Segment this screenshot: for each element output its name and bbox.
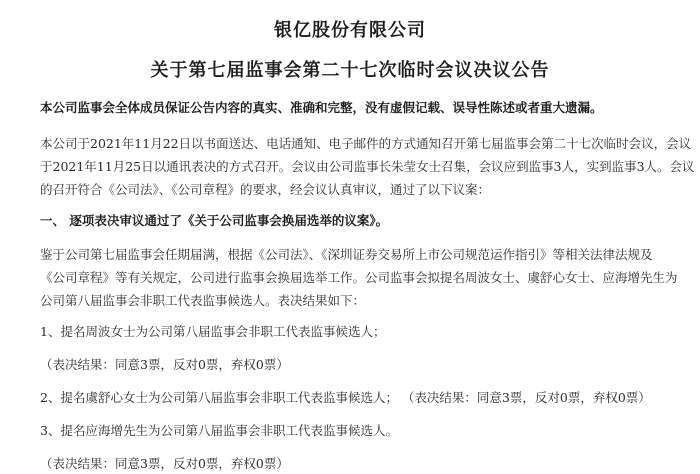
nominee-item-3: 3、提名应海增先生为公司第八届监事会非职工代表监事候选人。 [40, 423, 398, 438]
nominee-item-2: 2、提名虞舒心女士为公司第八届监事会非职工代表监事候选人； （表决结果：同意3票，反对0票，弃权0票） [40, 390, 651, 405]
board-statement: 本公司监事会全体成员保证公告内容的真实、准确和完整，没有虚假记载、误导性陈述或者重大遗漏。 [40, 100, 603, 115]
section-1-line-1: 鉴于公司第七届监事会任期届满，根据《公司法》、《深圳证券交易所上市公司规范运作指引》等相关法律法规及 [40, 247, 653, 262]
company-name: 银亿股份有限公司 [274, 20, 426, 41]
announcement-title: 关于第七届监事会第二十七次临时会议决议公告 [150, 60, 550, 81]
intro-line-3: 的召开符合《公司法》、《公司章程》的要求，经会议认真审议，通过了以下议案： [40, 182, 491, 197]
nominee-item-1-result: （表决结果：同意3票，反对0票，弃权0票） [40, 357, 289, 372]
section-1-line-2: 《公司章程》等有关规定，公司进行监事会换届选举工作。公司监事会拟提名周波女士、虞舒心女士、应海增先生为 [40, 270, 678, 285]
nominee-item-3-result: （表决结果：同意3票，反对0票，弃权0票） [40, 456, 289, 471]
section-1-heading: 一、 逐项表决审议通过了《关于公司监事会换届选举的议案》。 [40, 213, 389, 228]
nominee-item-1: 1、提名周波女士为公司第八届监事会非职工代表监事候选人； [40, 324, 386, 339]
section-1-line-3: 公司第八届监事会非职工代表监事候选人。表决结果如下： [40, 293, 366, 308]
intro-line-1: 本公司于2021年11月22日以书面送达、电话通知、电子邮件的方式通知召开第七届监事会第二十七次临时会议，会议 [40, 136, 692, 151]
intro-line-2: 于2021年11月25日以通讯表决的方式召开。会议由公司监事长朱莹女士召集，会议应到监事3人，实到监事3人。会议 [40, 159, 695, 174]
